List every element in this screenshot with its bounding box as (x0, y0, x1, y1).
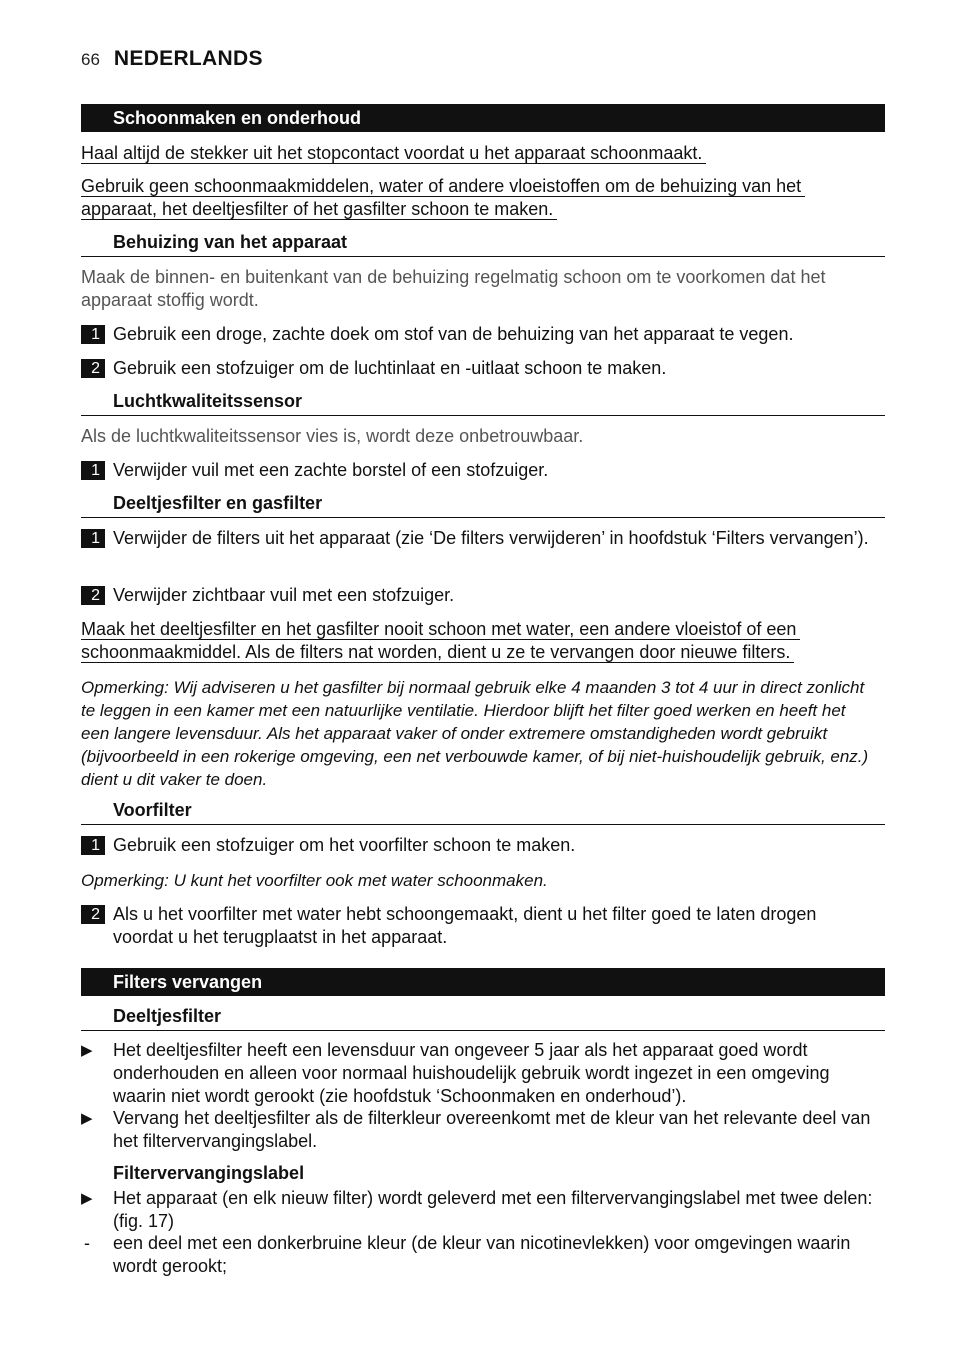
step-number: 2 (81, 586, 105, 605)
bullet-text: Vervang het deeltjesfilter als de filterkleur overeenkomt met de kleur van het relevante deel van het filtervervangingslabel. (113, 1108, 871, 1151)
step-text: Verwijder de filters uit het apparaat (zie ‘De filters verwijderen’ in hoofdstuk ‘Filters vervangen’). (113, 528, 869, 548)
housing-intro: Maak de binnen- en buitenkant van de behuizing regelmatig schoon om te voorkomen dat het apparaat stoffig wordt. (81, 267, 826, 310)
step-number: 1 (81, 529, 105, 548)
dash-icon: - (84, 1233, 90, 1253)
step-number: 1 (81, 325, 105, 344)
subheading-air-quality-sensor: Luchtkwaliteitssensor (81, 389, 885, 416)
triangle-bullet-icon: ▶ (81, 1190, 93, 1207)
triangle-bullet-icon: ▶ (81, 1042, 93, 1059)
subheading-filter-replacement-label: Filtervervangingslabel (113, 1163, 305, 1183)
step-number: 2 (81, 905, 105, 924)
bullet-text: Het deeltjesfilter heeft een levensduur van ongeveer 5 jaar als het apparaat goed wordt onderhouden en alleen voor normaal huishoudelijk gebruik wordt ingezet in een omgeving waarin niet wordt gerookt (zie hoofdstuk ‘Schoonmaken en onderhoud’). (113, 1040, 830, 1106)
subheading-housing: Behuizing van het apparaat (81, 230, 885, 257)
section-heading-cleaning: Schoonmaken en onderhoud (81, 104, 885, 132)
step-text: Verwijder zichtbaar vuil met een stofzuiger. (113, 585, 455, 605)
step-text: Gebruik een stofzuiger om het voorfilter schoon te maken. (113, 835, 576, 855)
step-text: Verwijder vuil met een zachte borstel of een stofzuiger. (113, 460, 549, 480)
step-text: Als u het voorfilter met water hebt schoongemaakt, dient u het filter goed te laten drogen voordat u het terugplaatst in het apparaat. (113, 904, 817, 947)
step-number: 2 (81, 359, 105, 378)
subheading-particle-filter: Deeltjesfilter (81, 1004, 885, 1031)
page-number: 66 (81, 50, 100, 69)
triangle-bullet-icon: ▶ (81, 1110, 93, 1127)
dash-text: een deel met een donkerbruine kleur (de kleur van nicotinevlekken) voor omgevingen waarin wordt gerookt; (113, 1233, 851, 1276)
bullet-text: Het apparaat (en elk nieuw filter) wordt geleverd met een filtervervangingslabel met twee delen: (fig. 17) (113, 1188, 873, 1231)
subheading-particle-gas-filter: Deeltjesfilter en gasfilter (81, 491, 885, 518)
step-text: Gebruik een stofzuiger om de luchtinlaat en -uitlaat schoon te maken. (113, 358, 667, 378)
sensor-intro: Als de luchtkwaliteitssensor vies is, wordt deze onbetrouwbaar. (81, 426, 584, 446)
section-heading-replace-filters: Filters vervangen (81, 968, 885, 996)
warning-no-liquids-line2: apparaat, het deeltjesfilter of het gasfilter schoon te maken. (81, 198, 557, 221)
warning-unplug: Haal altijd de stekker uit het stopcontact voordat u het apparaat schoonmaakt. (81, 142, 706, 165)
warning-no-liquids-line1: Gebruik geen schoonmaakmiddelen, water of andere vloeistoffen om de behuizing van het (81, 175, 805, 198)
page-header (81, 47, 263, 71)
step-number: 1 (81, 836, 105, 855)
language-title: NEDERLANDS (113, 47, 263, 70)
subheading-prefilter: Voorfilter (81, 798, 885, 825)
warning-filters-line1: Maak het deeltjesfilter en het gasfilter nooit schoon met water, een andere vloeistof of een (81, 618, 800, 641)
step-number: 1 (81, 461, 105, 480)
note-prefilter: Opmerking: U kunt het voorfilter ook met water schoonmaken. (81, 871, 548, 890)
warning-filters-line2: schoonmaakmiddel. Als de filters nat worden, dient u ze te vervangen door nieuwe filters. (81, 641, 794, 664)
step-text: Gebruik een droge, zachte doek om stof van de behuizing van het apparaat te vegen. (113, 324, 794, 344)
note-gas-filter: Opmerking: Wij adviseren u het gasfilter bij normaal gebruik elke 4 maanden 3 tot 4 uur in direct zonlicht te leggen in een kamer met een natuurlijke ventilatie. Hierdoor blijft het filter goed werken en heeft het een langere levensduur. Als het apparaat vaker of onder extremere omstandigheden wordt gebruikt (bijvoorbeeld in een rokerige omgeving, een net verbouwde kamer, of bij niet-huishoudelijk gebruik, enz.) dient u dit vaker te doen. (81, 678, 869, 789)
